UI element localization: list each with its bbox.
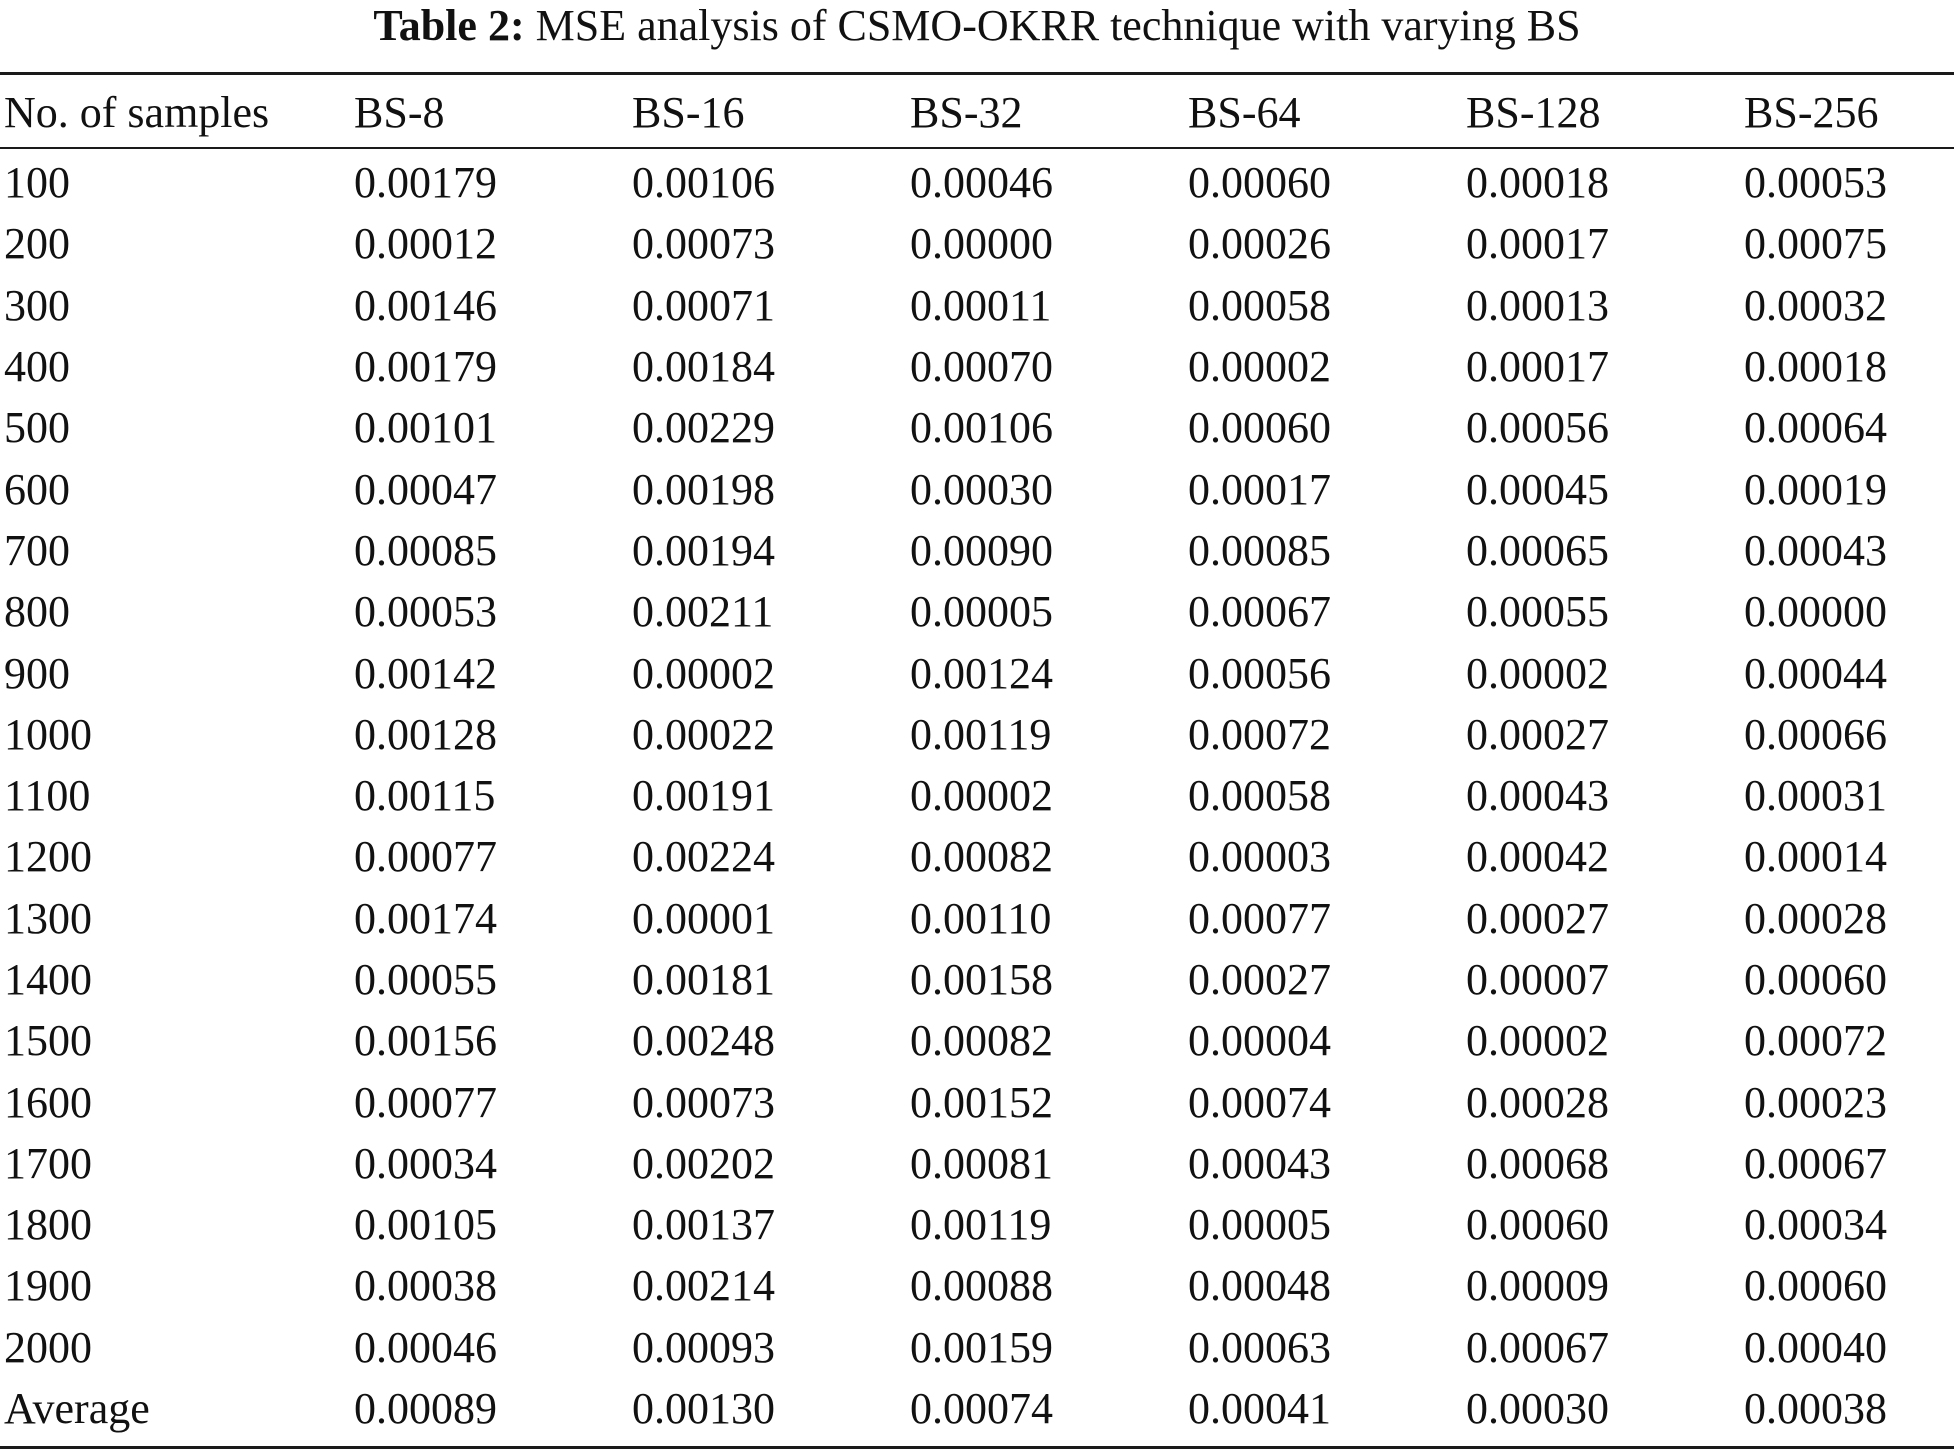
table-cell-mse: 0.00137 [632, 1200, 775, 1250]
table-cell-mse: 0.00002 [632, 648, 775, 698]
column-header-bs-16: BS-16 [632, 88, 745, 137]
table-cell-samples: 1800 [4, 1200, 92, 1250]
table-cell-mse: 0.00003 [1188, 832, 1331, 882]
table-row [0, 458, 1954, 519]
table-cell-mse: 0.00198 [632, 464, 775, 514]
table-cell-mse: 0.00070 [910, 342, 1053, 392]
table-cell-mse: 0.00214 [632, 1261, 775, 1311]
table-cell-mse: 0.00088 [910, 1261, 1053, 1311]
table-cell-mse: 0.00181 [632, 955, 775, 1004]
table-cell-mse: 0.00046 [910, 158, 1053, 208]
table-row [0, 275, 1954, 336]
table-cell-mse: 0.00056 [1188, 648, 1331, 698]
table-row [0, 397, 1954, 458]
table-cell-mse: 0.00055 [1466, 587, 1609, 637]
table-cell-samples: 1300 [4, 893, 92, 943]
table-cell-mse: 0.00071 [632, 280, 775, 330]
column-header-bs-256: BS-256 [1744, 88, 1879, 137]
table-row [0, 1317, 1954, 1378]
table-cell-mse: 0.00191 [632, 771, 775, 821]
table-cell-mse: 0.00055 [354, 955, 497, 1004]
table-cell-mse: 0.00004 [1188, 1016, 1331, 1066]
table-cell-mse: 0.00053 [1744, 158, 1887, 208]
table-cell-mse: 0.00072 [1188, 709, 1331, 759]
table-cell-mse: 0.00022 [632, 709, 775, 759]
table-cell-mse: 0.00128 [354, 709, 497, 759]
table-cell-samples: Average [4, 1384, 150, 1434]
table-cell-samples: 1600 [4, 1077, 92, 1127]
table-cell-mse: 0.00105 [354, 1200, 497, 1250]
table-cell-mse: 0.00026 [1188, 219, 1331, 269]
column-header-bs-128: BS-128 [1466, 88, 1601, 137]
bottom-rule [0, 1446, 1954, 1449]
table-cell-mse: 0.00101 [354, 403, 497, 453]
table-cell-mse: 0.00048 [1188, 1261, 1331, 1311]
table-row [0, 1255, 1954, 1316]
table-cell-mse: 0.00060 [1188, 403, 1331, 453]
table-cell-samples: 1000 [4, 709, 92, 759]
table-cell-mse: 0.00110 [910, 893, 1052, 943]
table-cell-mse: 0.00066 [1744, 709, 1887, 759]
table-cell-mse: 0.00081 [910, 1138, 1053, 1188]
table-cell-mse: 0.00067 [1744, 1138, 1887, 1188]
table-cell-mse: 0.00012 [354, 219, 497, 269]
table-cell-mse: 0.00211 [632, 587, 774, 637]
table-cell-mse: 0.00090 [910, 525, 1053, 575]
table-cell-mse: 0.00018 [1466, 158, 1609, 208]
table-cell-samples: 1100 [4, 771, 91, 821]
table-cell-mse: 0.00077 [354, 832, 497, 882]
table-cell-mse: 0.00027 [1466, 893, 1609, 943]
table-cell-mse: 0.00002 [1188, 342, 1331, 392]
table-cell-mse: 0.00043 [1466, 771, 1609, 821]
table-cell-mse: 0.00073 [632, 1077, 775, 1127]
table-cell-mse: 0.00119 [910, 709, 1052, 759]
table-cell-mse: 0.00068 [1466, 1138, 1609, 1188]
table-row [0, 1133, 1954, 1194]
table-cell-mse: 0.00074 [910, 1384, 1053, 1434]
table-cell-mse: 0.00082 [910, 832, 1053, 882]
table-cell-samples: 700 [4, 525, 70, 575]
table-cell-mse: 0.00028 [1744, 893, 1887, 943]
table-cell-samples: 1500 [4, 1016, 92, 1066]
table-cell-mse: 0.00058 [1188, 280, 1331, 330]
table-cell-mse: 0.00038 [1744, 1384, 1887, 1434]
table-cell-mse: 0.00179 [354, 158, 497, 208]
table-cell-mse: 0.00031 [1744, 771, 1887, 821]
table-cell-mse: 0.00093 [632, 1322, 775, 1372]
table-cell-mse: 0.00027 [1188, 955, 1331, 1004]
table-row [0, 826, 1954, 887]
table-cell-mse: 0.00060 [1744, 1261, 1887, 1311]
table-cell-mse: 0.00043 [1744, 525, 1887, 575]
table-row [0, 520, 1954, 581]
table-cell-mse: 0.00032 [1744, 280, 1887, 330]
mse-table [0, 80, 1954, 1439]
table-cell-mse: 0.00042 [1466, 832, 1609, 882]
table-cell-mse: 0.00034 [354, 1138, 497, 1188]
table-row [0, 888, 1954, 949]
table-cell-mse: 0.00184 [632, 342, 775, 392]
table-cell-mse: 0.00014 [1744, 832, 1887, 882]
table-row [0, 1010, 1954, 1071]
table-cell-samples: 2000 [4, 1322, 92, 1372]
table-cell-samples: 1200 [4, 832, 92, 882]
table-cell-mse: 0.00159 [910, 1322, 1053, 1372]
table-cell-samples: 100 [4, 158, 70, 208]
top-rule [0, 72, 1954, 75]
column-header-samples: No. of samples [4, 88, 270, 137]
table-row [0, 336, 1954, 397]
table-cell-mse: 0.00124 [910, 648, 1053, 698]
table-cell-mse: 0.00075 [1744, 219, 1887, 269]
table-cell-mse: 0.00119 [910, 1200, 1052, 1250]
table-row [0, 213, 1954, 274]
table-cell-mse: 0.00060 [1466, 1200, 1609, 1250]
table-cell-mse: 0.00002 [1466, 648, 1609, 698]
table-cell-mse: 0.00028 [1466, 1077, 1609, 1127]
table-header-row [0, 80, 1954, 146]
column-header-bs-32: BS-32 [910, 88, 1023, 137]
table-cell-samples: 200 [4, 219, 70, 269]
table-cell-mse: 0.00064 [1744, 403, 1887, 453]
table-cell-mse: 0.00074 [1188, 1077, 1331, 1127]
table-cell-mse: 0.00017 [1466, 342, 1609, 392]
table-cell-mse: 0.00043 [1188, 1138, 1331, 1188]
table-cell-mse: 0.00142 [354, 648, 497, 698]
table-row [0, 1378, 1954, 1439]
table-cell-mse: 0.00085 [354, 525, 497, 575]
table-cell-mse: 0.00130 [632, 1384, 775, 1434]
column-header-bs-8: BS-8 [354, 88, 445, 137]
table-cell-mse: 0.00007 [1466, 955, 1609, 1004]
table-cell-mse: 0.00018 [1744, 342, 1887, 392]
table-cell-mse: 0.00179 [354, 342, 497, 392]
table-cell-mse: 0.00077 [1188, 893, 1331, 943]
table-caption-label: Table 2: [373, 1, 525, 50]
table-cell-mse: 0.00106 [632, 158, 775, 208]
table-cell-mse: 0.00063 [1188, 1322, 1331, 1372]
table-cell-mse: 0.00065 [1466, 525, 1609, 575]
table-cell-samples: 1700 [4, 1138, 92, 1188]
table-cell-mse: 0.00038 [354, 1261, 497, 1311]
table-cell-mse: 0.00067 [1466, 1322, 1609, 1372]
table-cell-samples: 1900 [4, 1261, 92, 1311]
table-cell-mse: 0.00085 [1188, 525, 1331, 575]
table-cell-samples: 1400 [4, 955, 92, 1004]
table-cell-mse: 0.00001 [632, 893, 775, 943]
table-cell-mse: 0.00047 [354, 464, 497, 514]
table-cell-mse: 0.00005 [1188, 1200, 1331, 1250]
table-cell-mse: 0.00248 [632, 1016, 775, 1066]
table-cell-mse: 0.00040 [1744, 1322, 1887, 1372]
table-caption-text: MSE analysis of CSMO-OKRR technique with varying BS [535, 1, 1581, 50]
table-cell-mse: 0.00027 [1466, 709, 1609, 759]
table-cell-mse: 0.00041 [1188, 1384, 1331, 1434]
table-cell-mse: 0.00194 [632, 525, 775, 575]
table-cell-mse: 0.00072 [1744, 1016, 1887, 1066]
table-cell-mse: 0.00000 [1744, 587, 1887, 637]
table-cell-mse: 0.00005 [910, 587, 1053, 637]
table-row [0, 581, 1954, 642]
table-row [0, 765, 1954, 826]
table-row [0, 704, 1954, 765]
table-cell-mse: 0.00056 [1466, 403, 1609, 453]
table-cell-mse: 0.00115 [354, 771, 496, 821]
table-cell-mse: 0.00174 [354, 893, 497, 943]
table-cell-samples: 900 [4, 648, 70, 698]
table-row [0, 1071, 1954, 1132]
table-cell-mse: 0.00082 [910, 1016, 1053, 1066]
table-body [0, 146, 1954, 1439]
table-cell-mse: 0.00152 [910, 1077, 1053, 1127]
table-cell-mse: 0.00034 [1744, 1200, 1887, 1250]
table-cell-mse: 0.00158 [910, 955, 1053, 1004]
table-cell-samples: 800 [4, 587, 70, 637]
table-cell-samples: 400 [4, 342, 70, 392]
table-cell-mse: 0.00019 [1744, 464, 1887, 514]
table-cell-mse: 0.00089 [354, 1384, 497, 1434]
table-cell-mse: 0.00156 [354, 1016, 497, 1066]
table-cell-samples: 500 [4, 403, 70, 453]
table-cell-mse: 0.00067 [1188, 587, 1331, 637]
table-cell-mse: 0.00146 [354, 280, 497, 330]
column-header-bs-64: BS-64 [1188, 88, 1301, 137]
table-cell-mse: 0.00002 [1466, 1016, 1609, 1066]
table-cell-mse: 0.00045 [1466, 464, 1609, 514]
table-cell-mse: 0.00009 [1466, 1261, 1609, 1311]
table-cell-mse: 0.00044 [1744, 648, 1887, 698]
table-row [0, 949, 1954, 1010]
table-cell-mse: 0.00030 [910, 464, 1053, 514]
table-cell-mse: 0.00229 [632, 403, 775, 453]
table-cell-samples: 300 [4, 280, 70, 330]
table-cell-mse: 0.00046 [354, 1322, 497, 1372]
table-cell-mse: 0.00017 [1188, 464, 1331, 514]
table-cell-mse: 0.00023 [1744, 1077, 1887, 1127]
table-cell-mse: 0.00106 [910, 403, 1053, 453]
table-cell-mse: 0.00202 [632, 1138, 775, 1188]
table-cell-mse: 0.00053 [354, 587, 497, 637]
table-cell-mse: 0.00077 [354, 1077, 497, 1127]
table-cell-mse: 0.00017 [1466, 219, 1609, 269]
table-cell-mse: 0.00011 [910, 280, 1052, 330]
table-row [0, 642, 1954, 703]
table-cell-mse: 0.00073 [632, 219, 775, 269]
table-cell-mse: 0.00060 [1188, 158, 1331, 208]
table-cell-mse: 0.00000 [910, 219, 1053, 269]
table-cell-mse: 0.00224 [632, 832, 775, 882]
table-caption [0, 0, 1954, 64]
table-cell-mse: 0.00013 [1466, 280, 1609, 330]
table-cell-mse: 0.00060 [1744, 955, 1887, 1004]
table-cell-mse: 0.00002 [910, 771, 1053, 821]
table-row [0, 1194, 1954, 1255]
table-cell-mse: 0.00030 [1466, 1384, 1609, 1434]
table-row [0, 146, 1954, 213]
table-cell-mse: 0.00058 [1188, 771, 1331, 821]
table-cell-samples: 600 [4, 464, 70, 514]
